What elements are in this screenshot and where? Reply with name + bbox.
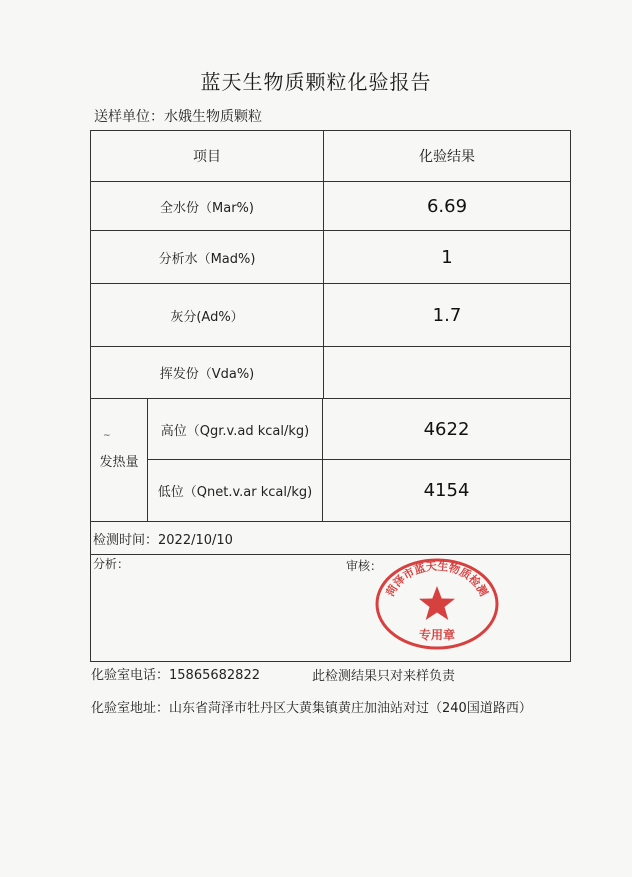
row-result-mad: 1 [441, 246, 453, 268]
table-row [148, 399, 570, 460]
heat-rows [148, 399, 570, 521]
star-icon [419, 586, 455, 620]
stamp-subtext: 专用章 [418, 628, 456, 642]
sender-unit: 送样单位：水娥生物质颗粒 [94, 109, 262, 125]
row-item-volatile: 挥发份（Vda%) [91, 347, 324, 398]
tick-mark: ~ [103, 431, 111, 441]
row-result-volatile [324, 347, 570, 398]
row-item-ash: 灰分(Ad%） [91, 284, 324, 346]
heat-label-cell [91, 399, 148, 521]
official-stamp [373, 556, 501, 652]
lab-phone: 化验室电话：15865682822 [91, 668, 260, 683]
row-result-gross-heat: 4622 [423, 418, 470, 440]
table-row [91, 284, 570, 347]
header-item: 项目 [91, 131, 324, 181]
analysis-label: 分析： [93, 557, 130, 571]
row-result-moisture: 6.69 [426, 195, 468, 217]
table-row [91, 231, 570, 284]
table-row [148, 460, 570, 521]
table-row [91, 182, 570, 231]
review-label: 审核： [346, 559, 383, 573]
row-item-gross-heat: 高位（Qgr.v.ad kcal/kg) [148, 399, 323, 459]
page-title: 蓝天生物质颗粒化验报告 [200, 70, 432, 94]
disclaimer: 此检测结果只对来样负责 [312, 669, 456, 684]
row-result-net-heat: 4154 [423, 480, 470, 501]
header-result: 化验结果 [419, 149, 475, 165]
table-header-row [91, 131, 570, 182]
row-item-net-heat: 低位（Qnet.v.ar kcal/kg) [148, 460, 323, 521]
row-result-ash: 1.7 [432, 304, 462, 326]
test-date-row [91, 522, 570, 555]
table-row [91, 347, 570, 399]
heat-block [91, 399, 570, 522]
row-item-moisture: 全水份（Mar%) [91, 182, 324, 230]
row-item-mad: 分析水（Mad%) [91, 231, 324, 283]
test-date: 检测时间：2022/10/10 [93, 532, 233, 548]
heat-label: 发热量 [99, 454, 139, 470]
stamp-arc-text: 菏泽市蓝天生物质检测 [383, 559, 491, 599]
lab-address: 化验室地址：山东省菏泽市牡丹区大黄集镇黄庄加油站对过（240国道路西） [91, 701, 532, 716]
